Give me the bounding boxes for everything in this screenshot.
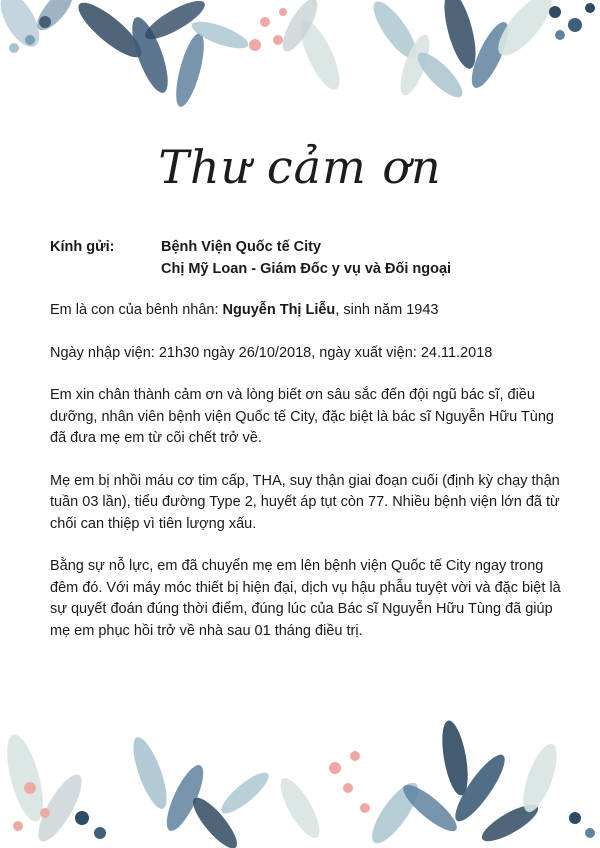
leaf-icon — [0, 731, 89, 847]
recipient-block — [50, 236, 560, 280]
berry-icon — [249, 8, 287, 51]
leaf-icon — [276, 0, 435, 98]
page-title: Thư cảm ơn — [158, 140, 442, 194]
berry-icon — [549, 3, 595, 40]
leaf-icon — [72, 0, 252, 109]
leaf-icon — [127, 734, 274, 848]
patient-name: Nguyễn Thị Liễu — [222, 302, 336, 318]
berry-icon — [569, 812, 595, 838]
letter-body — [50, 300, 562, 663]
berry-icon — [329, 751, 370, 813]
patient-intro: Em là con của bênh nhân: — [50, 302, 223, 318]
paragraph-thanks: Em xin chân thành cảm ơn và lòng biết ơn sâu sắc đến đội ngũ bác sĩ, điều dưỡng, nhân viên bệnh viện Quốc tế City, đặc biệt là bác sĩ Nguyễn Hữu Tùng đã đưa mẹ em từ cõi chết trở về. — [50, 387, 554, 446]
leaf-icon — [412, 0, 560, 103]
paragraph-treatment: Bằng sự nỗ lực, em đã chuyển mẹ em lên bệnh viện Quốc tế City ngay trong đêm đó. Với máy móc thiết bị hiện đại, dịch vụ hậu phẫu tuyệt vời và đặc biệt là sự quyết đoán đúng thời điểm, đúng lúc của Bác sĩ Nguyễn Hữu Tùng đã giúp mẹ em phục hồi trở về nhà sau 01 tháng điều trị. — [50, 558, 561, 639]
paragraph-condition: Mẹ em bị nhồi máu cơ tim cấp, THA, suy thận giai đoạn cuối (định kỳ chạy thận tuần 03 lần), tiểu đường Type 2, huyết áp tụt còn 77. Nhiều bệnh viện lớn đã từ chối can thiệp vì tiên lượng xấu. — [50, 472, 560, 532]
recipient-line-1: Bệnh Viện Quốc tế City — [161, 239, 322, 255]
paragraph-dates: Ngày nhập viện: 21h30 ngày 26/10/2018, ngày xuất viện: 24.11.2018 — [50, 344, 493, 361]
recipient-line-2: Chị Mỹ Loan - Giám Đốc y vụ và Đối ngoại — [161, 261, 452, 277]
top-floral-decoration — [0, 0, 600, 140]
recipient-label: Kính gửi: — [50, 239, 115, 255]
leaf-icon — [398, 719, 564, 848]
leaf-icon — [0, 0, 79, 53]
paragraph-patient — [50, 300, 562, 322]
bottom-floral-decoration — [0, 698, 600, 848]
patient-birth: , sinh năm 1943 — [335, 302, 439, 318]
